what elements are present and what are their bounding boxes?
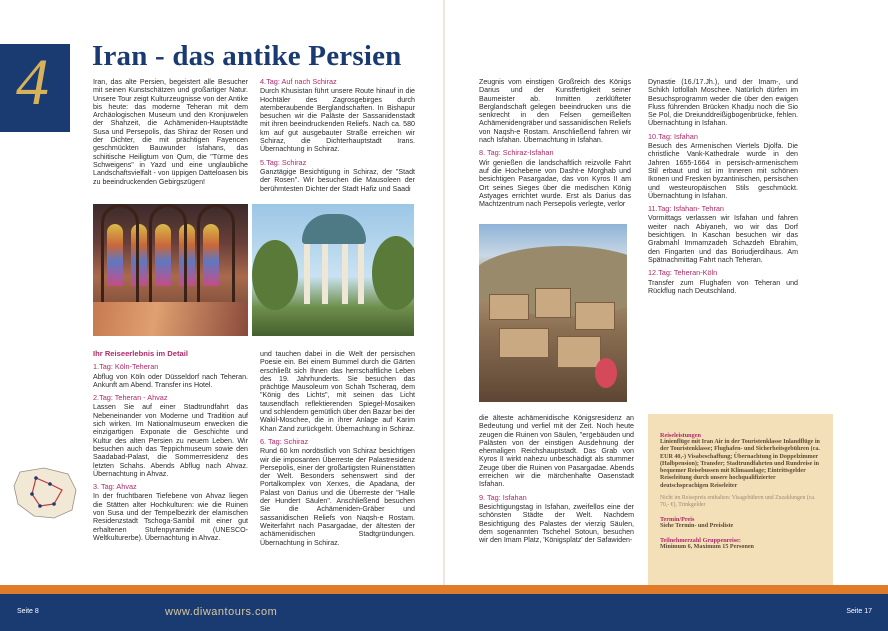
spread-divider [443,0,445,600]
info-heading: Teilnehmerzahl Gruppenreise: [660,537,741,545]
intro-column [93,78,248,192]
day-text: Durch Khusistan führt unsere Route hinauf in die Hochtäler des Zagrosgebirges durch atemberaubende Berglandschaften. In Bishapur besuchen wir die Paläste der Sassanidenstadt mit ihren beeindruckenden Reliefs. Nach ca. 580 km auf gut ausgebauter Straße erreichen wir Schiraz, die Dichterhauptstadt Irans. Übernachtung in Schiraz. [260,87,415,154]
day-text: Besuch des Armenischen Viertels Djolfa. Die christliche Vank-Kathedrale wurde in den Jahren 1655-1664 in persisch-armenischem Stil erbaut und ist im Inneren mit schönen Ikonen und Fresken byzantinischen, persischen und westeuropäischen Stils geschmückt. Übernachtung in Isfahan. [648,142,798,200]
continued-text: die älteste achämenidische Königsresidenz an Bedeutung und verfiel mit der Zeit. Noch heute zeugen die Ruinen von Säulen, "ergebäuden und Palästen von der einstigen Ausdehnung der ehemaligen Reichshauptstadt. Das Grab von Kyros II wirkt nahezu unbeschädigt als stummer Zeuge über die Ruinen von Pasargadae. Abends erreichen wir die märchenhafte Oasenstadt Isfahan. [479,414,634,489]
website-link[interactable]: www.diwantours.com [165,606,278,618]
village-photo [479,224,627,402]
route-map [10,464,82,522]
column-3-top [479,78,631,214]
info-heading: Termin/Preis [660,516,695,524]
day-title: 3. Tag: Ahvaz [93,482,137,492]
day-title: 10.Tag: Isfahan [648,131,698,141]
chapter-number-box [0,44,70,132]
column-4 [648,78,798,310]
day-title: 8. Tag: Schiraz-Isfahan [479,148,554,158]
footer-stripe [0,585,888,594]
continued-text: und tauchen dabei in die Welt der persischen Poesie ein. Bei einem Bummel durch die Gärten erschließt sich Ihnen das herrschaftliche Leben des 19. Jahrhunderts. Sie besuchen das prächtige Mausoleum von Schah Tscheraq, dem "König des Lichts", mit seinen das Licht tausendfach reflektierenden Spiegel-Mosaiken und schlendern gemütlich über den Bazar bei der Wakil-Moschee, die in ihrer Anlage auf Karim Khan Zand zurückgeht. Übernachtung in Schiraz. [260,350,415,433]
day-text: Ganztägige Besichtigung in Schiraz, der "Stadt der Rosen". Wir besuchen die Mausoleen der berühmtesten Dichter der Stadt Hafiz und Saadi [260,167,415,192]
day-text: Besichtigungstag in Isfahan, zweifellos eine der schönsten Städte der Welt. Nachdem Besichtigung des Palastes der vierzig Säulen, dem sogenannten Tschehel Sotoun, besuchen wir den Imam Platz, 'Königsplatz' der Safawiden- [479,502,634,545]
info-heading: Reiseleistungen [660,432,701,439]
day-title: 9. Tag: Isfahan [479,492,527,502]
info-subtext: Nicht im Reisepreis enthalten: Visagebühren und Zuzahlungen (ca. 70,- €), Trinkgelder [660,495,816,509]
day-title: 2.Tag: Teheran - Ahvaz [93,393,168,403]
mosque-interior-photo [93,204,248,336]
day-text: Wir genießen die landschaftlich reizvolle Fahrt auf die Hochebene von Dasht-e Morghab und besichtigen Pasargadae, das von Kyros II am Ort seines Sieges über die medischen König Astyages errichtet wurde. Erst als Darius das Machtzentrum nach Persepolis verlegte, verlor [479,158,631,209]
footer [0,594,888,631]
day-title: 4.Tag: Auf nach Schiraz [260,78,337,86]
info-text: Siehe Termin- und Preisliste [660,523,734,530]
day-text: Lassen Sie auf einer Stadtrundfahrt das Nebeneinander von Moderne und Tradition auf sich wirken. Im Nationalmuseum erwecken die einzigartigen Exponate die Geschichte und Kultur des alten Persien zu neuem Leben. Wir besuchen auch das Teppichmuseum sowie den Saadabad-Palast, die Sommerresidenz des letzten Schahs. Abends Abflug nach Ahvaz. Übernachtung in Ahvaz. [93,403,248,478]
hafez-tomb-photo [252,204,414,336]
day-title: 5.Tag: Schiraz [260,157,307,167]
column-1-bottom [93,350,248,582]
day-text: In der fruchtbaren Tiefebene von Ahvaz liegen die Stätten alter Hochkulturen: wie die Ruinen von Susa und der Tempelbezirk der elamischen Residenzstadt Tschoga-Sambil mit einer gut erhaltenen Stufenpyramide (UNESCO-Weltkulturerbe). Übernachtung in Ahvaz. [93,492,248,542]
services-info-box [648,414,833,604]
intro-text: Iran, das alte Persien, begeistert alle Besucher mit seinen Kunstschätzen und großartiger Natur. Unsere Tour zeigt Kulturzeugnisse von der Antike bis heute: das moderne Teheran mit dem Archäologischen Museum und den Kronjuwelen der Shahzeit, die Achämeniden-Hauptstädte Susa und Persepolis, das Shiraz der Rosen und der Dichter, die mit prächtigen Fayencen geschmückten Bauwunder Isfahans, das schiitische Heiligtum von Qum, die "Türme des Schweigens" in Yazd und eine unglaubliche Landschaftsvielfalt - von üppigen Datteloasen bis zu beeindruckenden Gebirgszügen! [93,78,248,186]
page-number-right: Seite 17 [846,608,872,615]
day-text: Vormittags verlassen wir Isfahan und fahren weiter nach Abiyaneh, wo wir das Dorf besichtigen. In Kaschan besuchen wir das Grabmahl Immamzadeh Schazdeh Ebrahim, den Fingarten und das Boriudjerdihaus. Am Spätnachmittag Fahrt nach Teheran. [648,214,798,264]
column-2-bottom [260,350,415,582]
chapter-number: 4 [16,46,49,119]
day-title: 12.Tag: Teheran-Köln [648,268,718,278]
info-text: Linienflüge mit Iran Air in der Touristenklasse Inlandflüge in der Touristenklasse; Flughafen- und Sicherheitsgebühren (ca. EUR 40,-) Visabeschaffung; Übernachtung in Doppelzimmer (Halbpension); Transfer; Stadtrundfahrten und Rundreise in bequemer Reisebussen mit Klimaanlage; Eintrittsgelder Reiseleitung durch unsere hochqualifizierter deutschsprachigen Reiseleiter [660,439,820,489]
day-text: Transfer zum Flughafen von Teheran und Rückflug nach Deutschland. [648,278,798,295]
day-title: 6. Tag: Schiraz [260,436,309,446]
section-heading: Ihr Reiseerlebnis im Detail [93,350,188,358]
column-2-top [260,78,415,192]
page-title: Iran - das antike Persien [92,40,402,72]
day-text: Rund 60 km nordöstlich von Schiraz besichtigen wir die imposanten Überreste der Palastresidenz Persepolis, einer der großartigsten Ruinenstätten der Welt. Besonders sehenswert sind der Portalkomplex von Xerxes, die Apadana, der Palast von Darius und die Überreste der "Halle der Hundert Säulen". Anschließend besuchen Sie die Achämeniden-Gräber und sassanidischen Reliefs von Naqsh-e Rostam. Weiterfahrt nach Pasargadae, der ältesten der achämenidischen Stadtgründungen. Übernachtung in Schiraz. [260,447,415,547]
column-3-bottom [479,414,634,580]
day-text: Abflug von Köln oder Düsseldorf nach Teheran. Ankunft am Abend. Transfer ins Hotel. [93,372,248,389]
day-title: 11.Tag: Isfahan- Tehran [648,204,724,214]
continued-text: Zeugnis vom einstigen Großreich des Königs Darius und der Kunstfertigkeit seiner Baumeister ab. Inmitten zerklüfteter Berglandschaft gelegen beeindrucken uns die senkrecht in den Felsen gemeißelten Achämenidengräber und sassanidischen Reliefs von Naqsh-e Rostam. Anschließend fahren wir nach Isfahan. Übernachtung in Isfahan. [479,78,631,145]
day-title: 1.Tag: Köln-Teheran [93,362,159,372]
continued-text: Dynastie (16./17.Jh.), und der Imam-, und Schikh lotfollah Moschee. Natürlich dürfen im Besuchsprogramm weder die über den ewigen Fluss führenden Brücken Khadju noch die Sio Se Pol, die Dreiunddreißigbogenbrücke, fehlen. Übernachtung in Isfahan. [648,78,798,128]
info-text: Minimum 6, Maximum 15 Personen [660,544,754,551]
page-number-left: Seite 8 [17,608,39,615]
